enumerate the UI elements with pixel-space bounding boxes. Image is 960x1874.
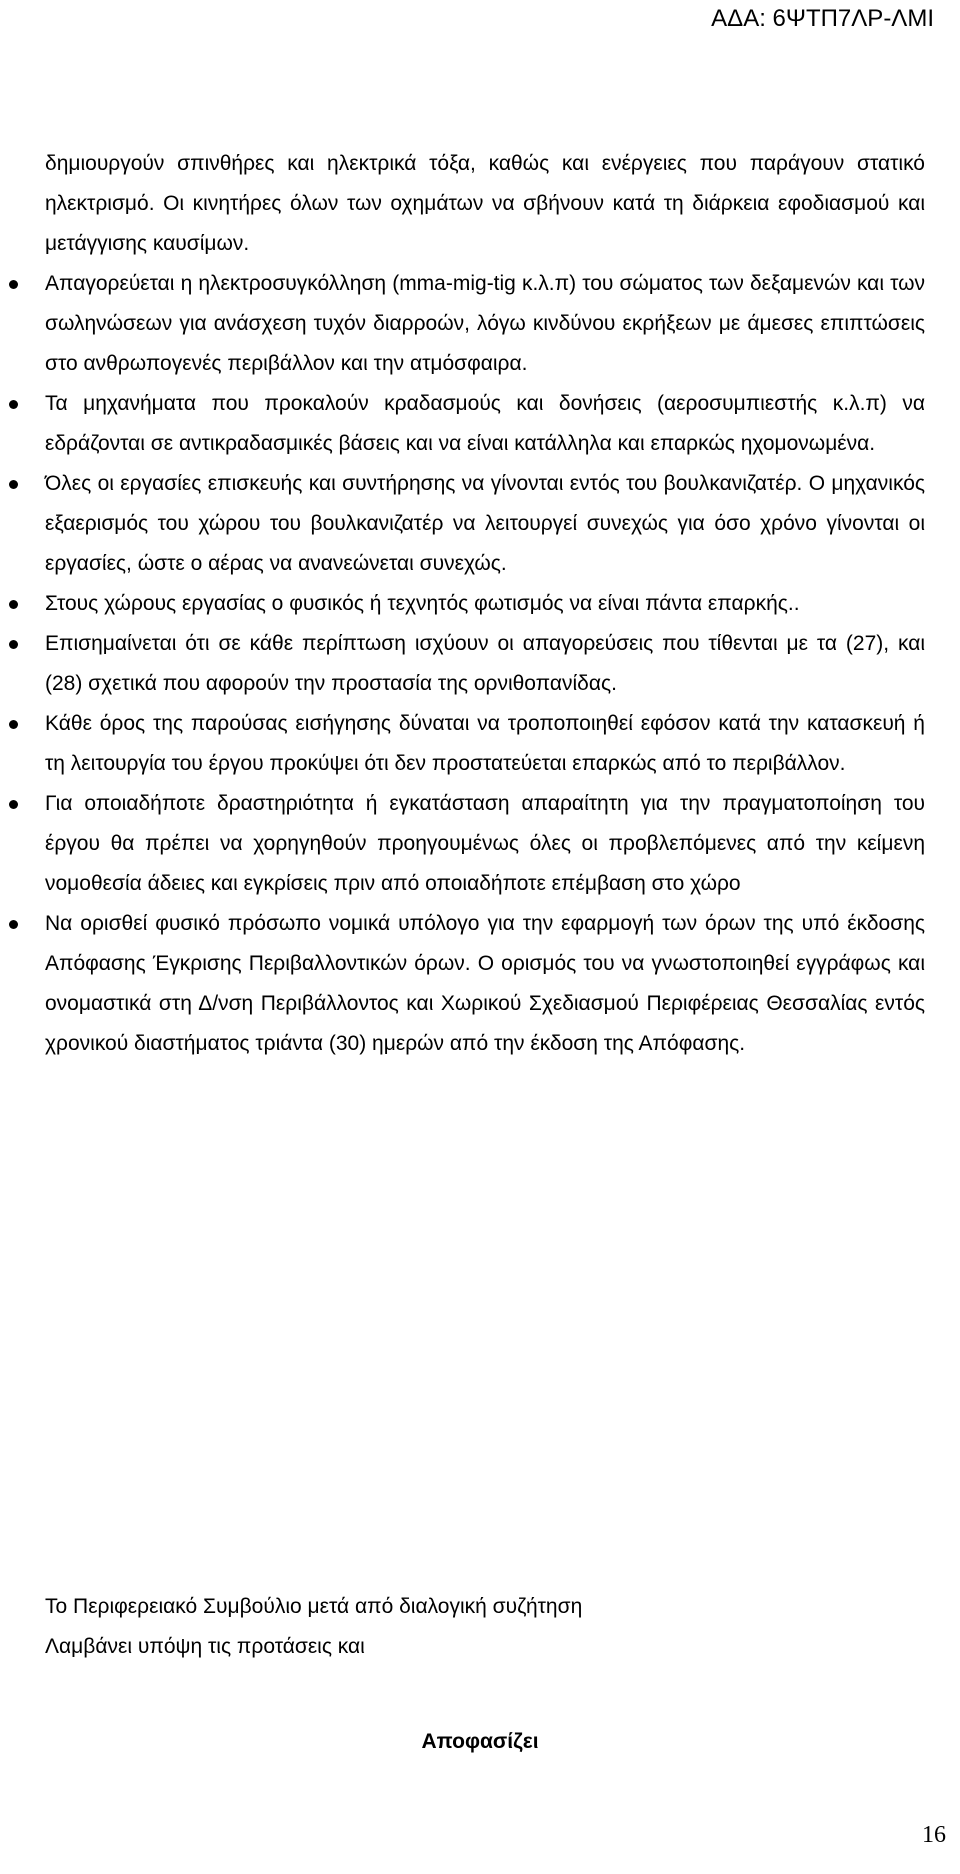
bullet-text: Απαγορεύεται η ηλεκτροσυγκόλληση (mma-mig-tig κ.λ.π) του σώματος των δεξαμενών και των σωληνώσεων για ανάσχεση τυχόν διαρροών, λόγω κινδύνου εκρήξεων με άμεσες επιπτώσεις στο ανθρωπογενές περιβάλλον και την ατμόσφαιρα.	[45, 272, 925, 375]
bullet-icon	[9, 720, 18, 729]
bullet-icon	[9, 920, 18, 929]
bullet-item-welding-ban	[45, 264, 925, 384]
bullet-text: Να ορισθεί φυσικό πρόσωπο νομικά υπόλογο για την εφαρμογή των όρων της υπό έκδοσης Απόφασης Έγκρισης Περιβαλλοντικών όρων. Ο ορισμός του να γνωστοποιηθεί εγγράφως και ονομαστικά στη Δ/νση Περιβάλλοντος και Χωρικού Σχεδιασμού Περιφέρειας Θεσσαλίας εντός χρονικού διαστήματος τριάντα (30) ημερών από την έκδοση της Απόφασης.	[45, 912, 925, 1055]
bullet-item-term-modification	[45, 704, 925, 784]
page-number: 16	[922, 1822, 946, 1848]
closing-line-proposals: Λαμβάνει υπόψη τις προτάσεις και	[45, 1635, 365, 1658]
bullet-text: Επισημαίνεται ότι σε κάθε περίπτωση ισχύουν οι απαγορεύσεις που τίθενται με τα (27), και (28) σχετικά που αφορούν την προστασία της ορνιθοπανίδας.	[45, 632, 925, 695]
bullet-text: Για οποιαδήποτε δραστηριότητα ή εγκατάσταση απαραίτητη για την πραγματοποίηση του έργου θα πρέπει να χορηγηθούν προηγουμένως όλες οι προβλεπόμενες από την κείμενη νομοθεσία άδειες και εγκρίσεις πριν από οποιαδήποτε επέμβαση στο χώρο	[45, 792, 925, 895]
closing-line-discussion: Το Περιφερειακό Συμβούλιο μετά από διαλογική συζήτηση	[45, 1595, 583, 1618]
ada-header: ΑΔΑ: 6ΨΤΠ7ΛΡ-ΛΜΙ	[711, 5, 934, 32]
bullet-text: Κάθε όρος της παρούσας εισήγησης δύναται να τροποποιηθεί εφόσον κατά την κατασκευή ή τη λειτουργία του έργου προκύψει ότι δεν προστατεύεται επαρκώς από το περιβάλλον.	[45, 712, 925, 775]
decision-heading: Αποφασίζει	[421, 1730, 539, 1753]
bullet-icon	[9, 400, 18, 409]
bullet-list	[45, 264, 925, 1064]
bullet-text: Όλες οι εργασίες επισκευής και συντήρησης να γίνονται εντός του βουλκανιζατέρ. Ο μηχανικός εξαερισμός του χώρου του βουλκανιζατέρ να λειτουργεί συνεχώς για όσο χρόνο γίνονται οι εργασίες, ώστε ο αέρας να ανανεώνεται συνεχώς.	[45, 472, 925, 575]
bullet-icon	[9, 600, 18, 609]
bullet-icon	[9, 480, 18, 489]
bullet-item-responsible-person	[45, 904, 925, 1064]
bullet-text: Στους χώρους εργασίας ο φυσικός ή τεχνητός φωτισμός να είναι πάντα επαρκής..	[45, 592, 800, 615]
closing-section	[45, 1587, 925, 1667]
bullet-text: Τα μηχανήματα που προκαλούν κραδασμούς και δονήσεις (αεροσυμπιεστής κ.λ.π) να εδράζονται σε αντικραδασμικές βάσεις και να είναι κατάλληλα και επαρκώς ηχομονωμένα.	[45, 392, 925, 455]
bullet-item-permits	[45, 784, 925, 904]
document-body	[45, 144, 925, 1064]
continuation-paragraph: δημιουργούν σπινθήρες και ηλεκτρικά τόξα, καθώς και ενέργειες που παράγουν στατικό ηλεκτρισμό. Οι κινητήρες όλων των οχημάτων να σβήνουν κατά τη διάρκεια εφοδιασμού και μετάγγισης καυσίμων.	[45, 152, 925, 255]
bullet-item-repair-works	[45, 464, 925, 584]
bullet-icon	[9, 800, 18, 809]
bullet-item-avifauna-protection	[45, 624, 925, 704]
bullet-item-vibration-machines	[45, 384, 925, 464]
bullet-icon	[9, 280, 18, 289]
bullet-icon	[9, 640, 18, 649]
bullet-item-lighting	[45, 584, 925, 624]
